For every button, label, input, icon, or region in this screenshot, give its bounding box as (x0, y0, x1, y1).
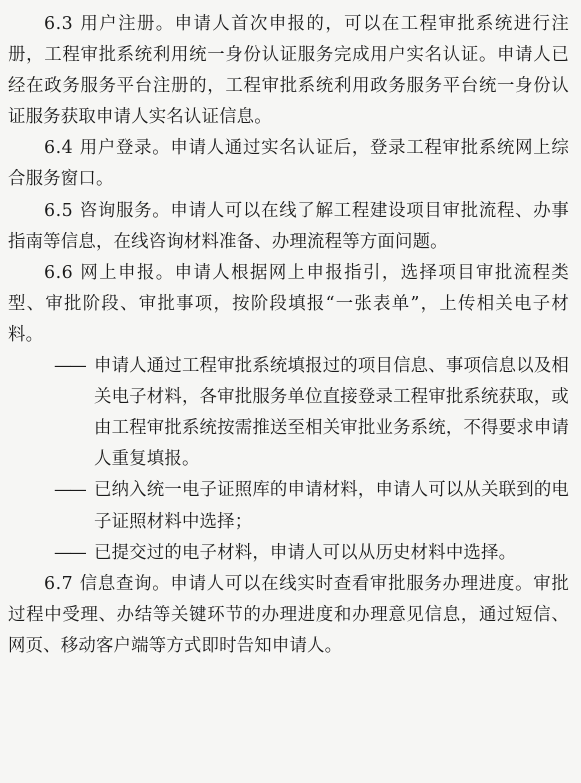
dash-item-text: 申请人通过工程审批系统填报过的项目信息、事项信息以及相关电子材料，各审批服务单位直接登录工程审批系统获取，或由工程审批系统按需推送至相关审批业务系统，不得要求申请人重复填报。 (94, 356, 569, 470)
section-number: 6.6 (44, 262, 74, 283)
section-text: 网上申报。申请人根据网上申报指引，选择项目审批流程类型、审批阶段、审批事项，按阶段填报“一张表单”，上传相关电子材料。 (8, 262, 569, 345)
section-text: 信息查询。申请人可以在线实时查看审批服务办理进度。审批过程中受理、办结等关键环节的办理进度和办理意见信息，通过短信、网页、移动客户端等方式即时告知申请人。 (8, 573, 569, 656)
section-text: 用户注册。申请人首次申报的，可以在工程审批系统进行注册，工程审批系统利用统一身份认证服务完成用户实名认证。申请人已经在政务服务平台注册的，工程审批系统利用政务服务平台统一身份认证服务获取申请人实名认证信息。 (8, 14, 569, 128)
section-6-5 (8, 196, 569, 258)
section-6-4 (8, 133, 569, 195)
section-6-7 (8, 569, 569, 662)
section-number: 6.4 (44, 138, 74, 159)
section-number: 6.5 (44, 200, 74, 221)
section-6-6 (8, 258, 569, 351)
dash-item-text: 已提交过的电子材料，申请人可以从历史材料中选择。 (94, 542, 517, 563)
section-number: 6.7 (44, 573, 74, 594)
section-text: 用户登录。申请人通过实名认证后，登录工程审批系统网上综合服务窗口。 (8, 138, 569, 190)
section-6-3 (8, 9, 569, 133)
dash-marker: —— (54, 356, 85, 377)
dash-list-item (8, 351, 569, 475)
section-number: 6.3 (44, 14, 74, 34)
dash-list-item (8, 538, 569, 569)
dash-marker: —— (54, 542, 85, 563)
dash-item-text: 已纳入统一电子证照库的申请材料，申请人可以从关联到的电子证照材料中选择； (94, 480, 569, 532)
dash-marker: —— (54, 480, 85, 501)
section-text: 咨询服务。申请人可以在线了解工程建设项目审批流程、办事指南等信息，在线咨询材料准备、办理流程等方面问题。 (8, 200, 569, 252)
dash-list-item (8, 475, 569, 537)
